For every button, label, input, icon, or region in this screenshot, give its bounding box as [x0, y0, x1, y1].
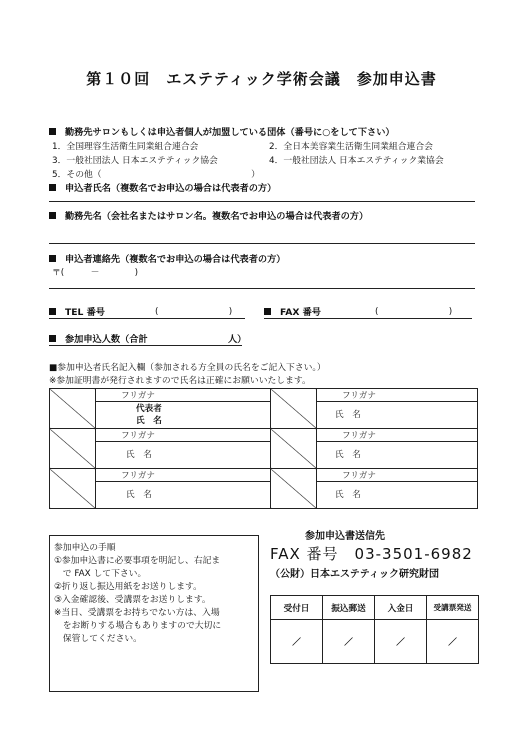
reception-cell: ／ [427, 620, 479, 664]
participant-name-cell[interactable]: 氏 名 [317, 402, 478, 429]
org-section-header: 勤務先サロンもしくは申込者個人が加盟している団体（番号に○をして下さい） [49, 124, 395, 138]
reception-header-ticket-sent: 受講票発送 [427, 596, 479, 620]
fax-input[interactable]: ( ) [375, 307, 453, 317]
table-row [50, 429, 478, 442]
reception-cell: ／ [375, 620, 427, 664]
table-row [50, 442, 478, 469]
furigana-label: フリガナ [317, 389, 478, 402]
count-suffix: 人） [228, 334, 247, 345]
table-row [50, 469, 478, 482]
applicant-name-label: 申込者氏名（複数名でお申込の場合は代表者の方） [49, 180, 276, 194]
row-number-cell [50, 469, 96, 509]
participant-name-cell[interactable]: 氏 名 [96, 442, 271, 469]
square-bullet-icon [49, 335, 56, 342]
square-bullet-icon [49, 184, 56, 191]
registry-heading: ■参加申込者氏名記入欄（参加される方全員の氏名をご記入下さい。） [49, 363, 326, 373]
procedure-line: ※当日、受講票をお持ちでない方は、入場 [54, 608, 220, 618]
applicant-name-field[interactable] [49, 201, 475, 202]
row-number-cell [50, 429, 96, 469]
fax-label: FAX 番号 [264, 304, 321, 318]
send-to-title: 参加申込書送信先 [305, 531, 385, 542]
procedure-line: 保管してください。 [54, 634, 142, 644]
org-option-2[interactable]: 2．全日本美容業生活衛生同業組合連合会 [269, 142, 433, 152]
table-row [50, 482, 478, 509]
reception-header-transfer-mailing: 振込郵送 [323, 596, 375, 620]
row-number-cell [50, 389, 96, 429]
reception-header-payment-date: 入金日 [375, 596, 427, 620]
procedure-line: で FAX して下さい。 [54, 569, 147, 579]
workplace-label: 勤務先名（会社名またはサロン名。複数名でお申込の場合は代表者の方） [49, 208, 368, 222]
square-bullet-icon [264, 308, 271, 315]
procedure-line: をお断りする場合もありますので大切に [54, 621, 222, 631]
org-option-1[interactable]: 1．全国理容生活衛生同業組合連合会 [52, 142, 199, 152]
table-row [50, 402, 478, 429]
page-title: 第１０回 エステティック学術会議 参加申込書 [86, 70, 437, 88]
square-bullet-icon [49, 308, 56, 315]
count-label: 参加申込人数（合計 [49, 331, 148, 345]
participant-name-cell[interactable]: 氏 名 [96, 482, 271, 509]
send-to-fax-number: FAX 番号 03-3501-6982 [270, 545, 473, 563]
table-row [271, 620, 479, 664]
reception-cell: ／ [271, 620, 323, 664]
row-number-cell [271, 389, 317, 429]
furigana-label: フリガナ [96, 389, 271, 402]
tel-input[interactable]: ( ) [155, 307, 233, 317]
contact-label: 申込者連絡先（複数名でお申込の場合は代表者の方） [49, 251, 286, 265]
square-bullet-icon [49, 128, 56, 135]
reception-table [270, 595, 479, 664]
row-number-cell [271, 429, 317, 469]
reception-cell: ／ [323, 620, 375, 664]
org-option-3[interactable]: 3．一般社団法人 日本エステティック協会 [52, 156, 218, 166]
row-number-cell [271, 469, 317, 509]
furigana-label: フリガナ [96, 429, 271, 442]
furigana-label: フリガナ [317, 429, 478, 442]
procedure-line: ①参加申込書に必要事項を明記し、右記ま [54, 556, 221, 566]
address-field[interactable] [49, 288, 475, 289]
org-option-5[interactable]: 5．その他（ ） [52, 170, 260, 180]
square-bullet-icon [49, 255, 56, 262]
org-option-4[interactable]: 4．一般社団法人 日本エステティック業協会 [269, 156, 444, 166]
participant-name-cell[interactable]: 氏 名 [317, 442, 478, 469]
representative-name-cell[interactable]: 代表者 氏 名 [96, 402, 271, 429]
registry-note: ※参加証明書が発行されますので氏名は正確にお願いいたします。 [49, 376, 311, 386]
procedure-title: 参加申込の手順 [54, 543, 116, 553]
procedure-line: ②折り返し振込用紙をお送りします。 [54, 582, 202, 592]
procedure-box [49, 535, 259, 692]
fax-underline [264, 318, 472, 319]
table-row [271, 596, 479, 620]
furigana-label: フリガナ [317, 469, 478, 482]
postal-code-field[interactable]: 〒( － ) [52, 268, 139, 278]
procedure-line: ③入金確認後、受講票をお送りします。 [54, 595, 211, 605]
table-row [50, 389, 478, 402]
tel-underline [49, 318, 245, 319]
square-bullet-icon [49, 212, 56, 219]
furigana-label: フリガナ [96, 469, 271, 482]
reception-header-received-date: 受付日 [271, 596, 323, 620]
send-to-organization: （公財）日本エステティック研究財団 [270, 569, 439, 580]
participant-table [49, 388, 478, 509]
count-input[interactable] [49, 345, 242, 346]
workplace-field[interactable] [49, 243, 475, 244]
participant-name-cell[interactable]: 氏 名 [317, 482, 478, 509]
tel-label: TEL 番号 [49, 304, 105, 318]
